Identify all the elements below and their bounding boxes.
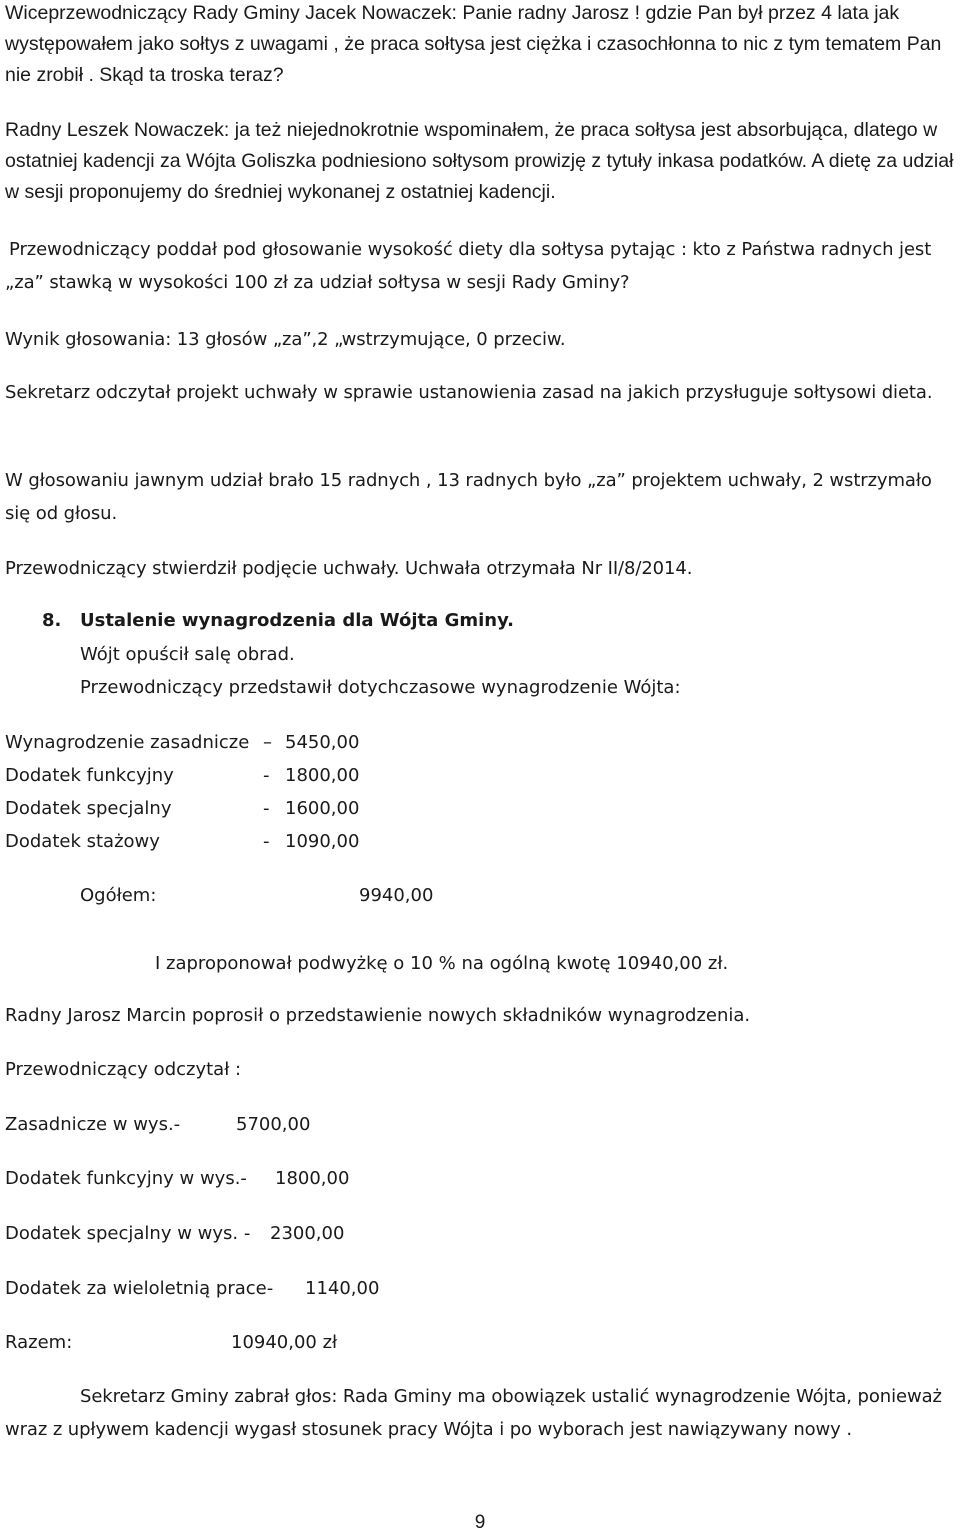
salary-separator: -	[263, 831, 270, 852]
paragraph-open-vote: W głosowaniu jawnym udział brało 15 radnych , 13 radnych było „za” projektem uchwały, 2 wstrzymało się od głosu.	[5, 470, 932, 524]
paragraph-vote-diet: Przewodniczący poddał pod głosowanie wysokość diety dla sołtysa pytając : kto z Państwa radnych jest „za” stawką w wysokości 100 zł za udział sołtysa w sesji Rady Gminy?	[5, 239, 932, 293]
salary-separator: -	[263, 765, 270, 786]
salary-label: Dodatek specjalny	[5, 798, 172, 819]
paragraph-resolution: Przewodniczący stwierdził podjęcie uchwały. Uchwała otrzymała Nr II/8/2014.	[5, 558, 693, 579]
paragraph-councillor-nowaczek	[5, 115, 956, 208]
razem-label: Razem:	[5, 1332, 73, 1353]
new-salary-label: Dodatek funkcyjny w wys.-	[5, 1168, 247, 1189]
chair-presented-text: Przewodniczący przedstawił dotychczasowe wynagrodzenie Wójta:	[80, 677, 681, 698]
new-salary-label: Zasadnicze w wys.-	[5, 1114, 181, 1135]
salary-label: Wynagrodzenie zasadnicze	[5, 732, 250, 753]
new-salary-label: Dodatek za wieloletnią prace-	[5, 1278, 274, 1299]
new-salary-value: 5700,00	[236, 1114, 311, 1135]
chair-read-text: Przewodniczący odczytał :	[5, 1059, 242, 1080]
paragraph-part: A dietę za udział w sesji proponujemy do średniej wykonanej z ostatniej kadencji.	[5, 150, 954, 203]
salary-separator: -	[263, 798, 270, 819]
section-title: Ustalenie wynagrodzenia dla Wójta Gminy.	[80, 610, 515, 631]
total-label: Ogółem:	[80, 885, 157, 906]
jarosz-request-text: Radny Jarosz Marcin poprosił o przedstawienie nowych składników wynagrodzenia.	[5, 1005, 751, 1026]
paragraph-secretary-statement: Sekretarz Gminy zabrał głos: Rada Gminy ma obowiązek ustalić wynagrodzenie Wójta, ponieważ wraz z upływem kadencji wygasł stosunek pracy Wójta i po wyborach jest nawiązywany nowy .	[5, 1386, 942, 1440]
paragraph-vice-chair: Wiceprzewodniczący Rady Gminy Jacek Nowaczek: Panie radny Jarosz ! gdzie Pan był przez 4 lata jak występowałem jako sołtys z uwagami , że praca sołtysa jest ciężka i czasochłonna to nic z tym tematem Pan nie zrobił . Skąd ta troska teraz?	[5, 2, 942, 86]
paragraph-secretary-read: Sekretarz odczytał projekt uchwały w sprawie ustanowienia zasad na jakich przysługuje sołtysowi dieta.	[5, 382, 933, 403]
section-number: 8.	[42, 610, 62, 631]
paragraph-part: Radny Leszek Nowaczek: ja też niejednokrotnie wspominałem, że praca sołtysa jest absorbująca, dlatego w ostatniej kadencji za Wójta Goliszka podniesiono sołtysom prowizję z tytuły inkasa podatków.	[5, 119, 938, 172]
page-number: 9	[474, 1512, 486, 1533]
salary-separator: –	[263, 732, 272, 753]
salary-value: 5450,00	[285, 732, 360, 753]
salary-value: 1800,00	[285, 765, 360, 786]
mayor-left-text: Wójt opuścił salę obrad.	[80, 644, 295, 665]
proposal-text: I zaproponował podwyżkę o 10 % na ogólną kwotę 10940,00 zł.	[155, 953, 729, 974]
new-salary-value: 1140,00	[305, 1278, 380, 1299]
salary-value: 1600,00	[285, 798, 360, 819]
new-salary-value: 1800,00	[275, 1168, 350, 1189]
razem-value: 10940,00 zł	[231, 1332, 338, 1353]
new-salary-label: Dodatek specjalny w wys. -	[5, 1223, 251, 1244]
new-salary-value: 2300,00	[270, 1223, 345, 1244]
salary-value: 1090,00	[285, 831, 360, 852]
salary-label: Dodatek stażowy	[5, 831, 160, 852]
total-value: 9940,00	[359, 885, 434, 906]
paragraph-vote-result: Wynik głosowania: 13 głosów „za”,2 „wstrzymujące, 0 przeciw.	[5, 329, 566, 350]
salary-label: Dodatek funkcyjny	[5, 765, 174, 786]
